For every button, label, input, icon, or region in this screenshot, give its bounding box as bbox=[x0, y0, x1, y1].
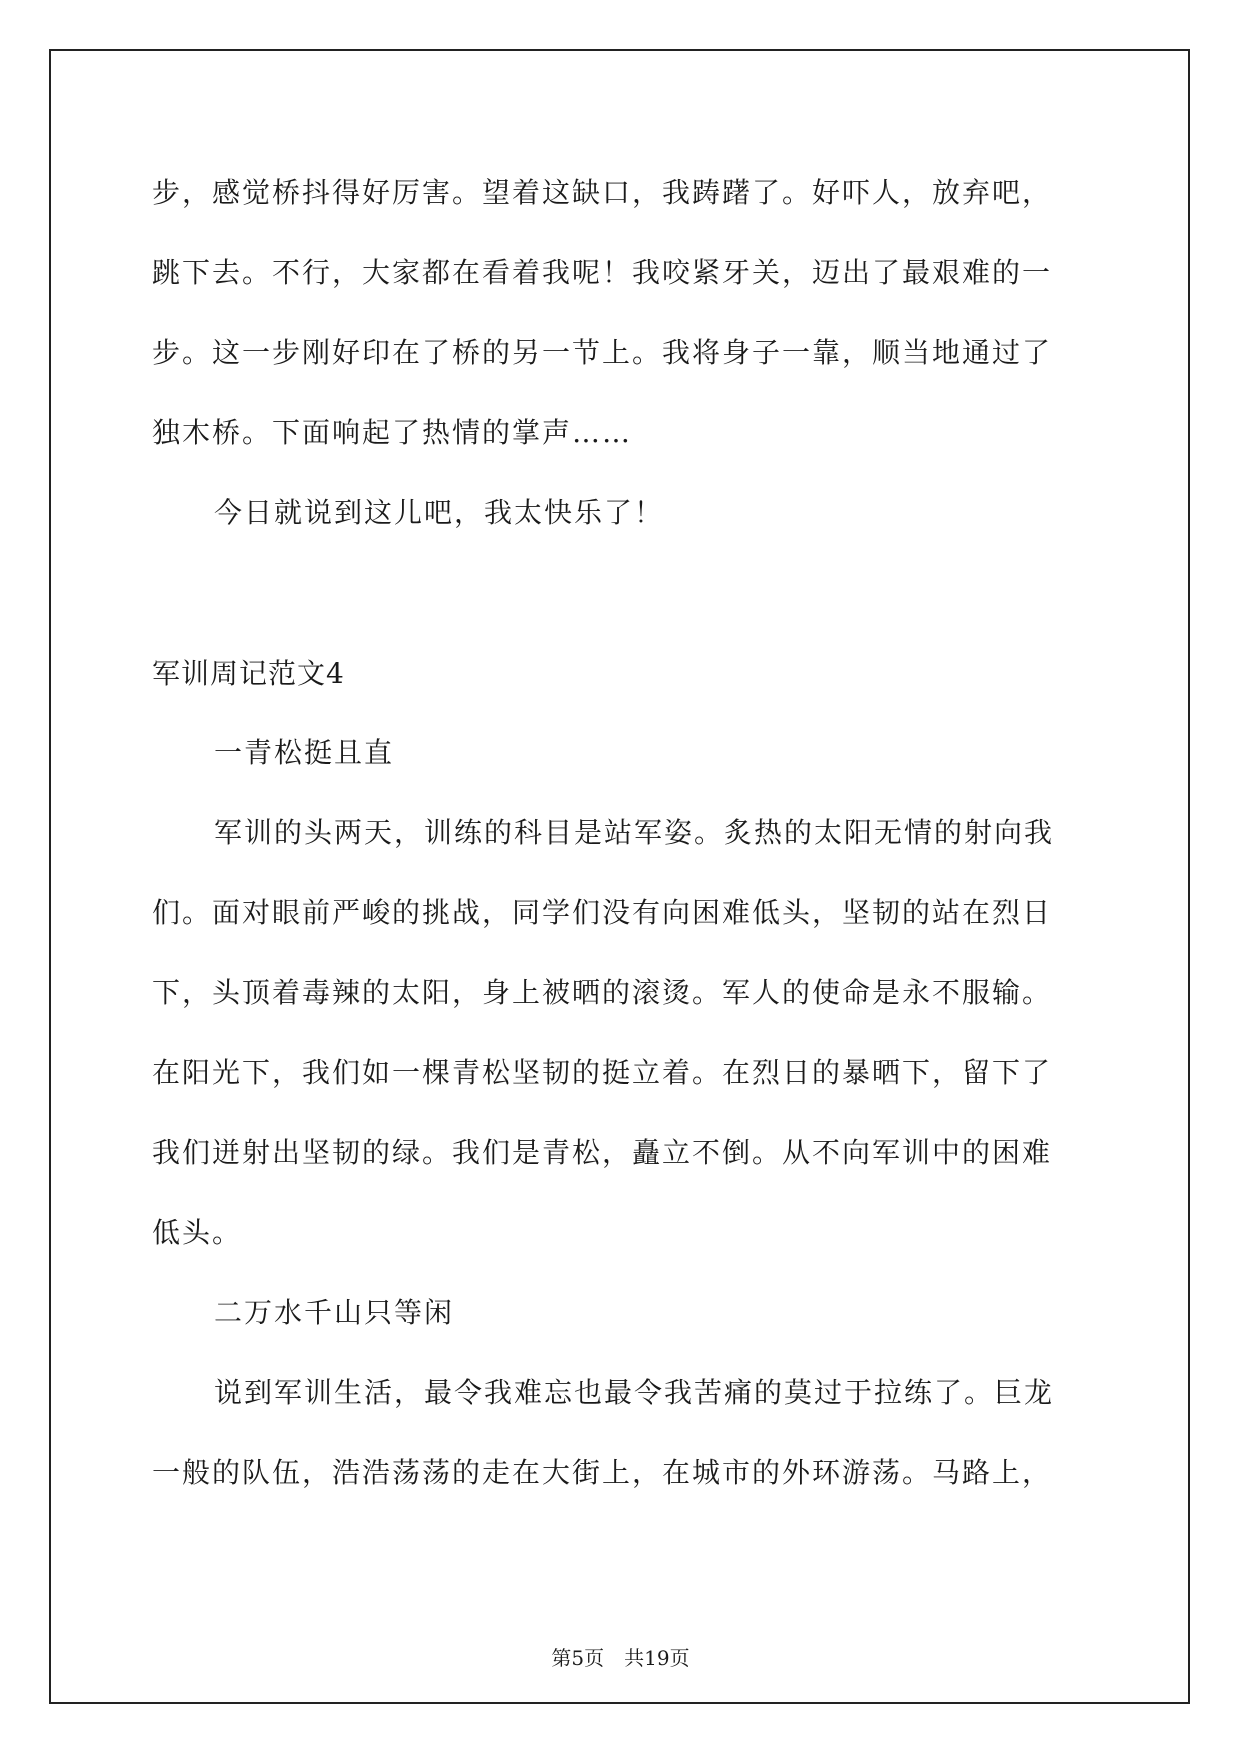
text-line: 步。这一步刚好印在了桥的另一节上。我将身子一靠，顺当地通过了 bbox=[152, 336, 1053, 369]
text-line: 在阳光下，我们如一棵青松坚韧的挺立着。在烈日的暴晒下，留下了 bbox=[152, 1056, 1053, 1089]
text-line: 我们迸射出坚韧的绿。我们是青松，矗立不倒。从不向军训中的困难 bbox=[152, 1136, 1053, 1169]
paragraph-4 bbox=[152, 1353, 1092, 1513]
text-line: 今日就说到这儿吧，我太快乐了！ bbox=[214, 496, 665, 529]
section-title: 军训周记范文4 bbox=[152, 657, 345, 690]
paragraph-3 bbox=[152, 793, 1092, 1273]
text-line: 一般的队伍，浩浩荡荡的走在大街上，在城市的外环游荡。马路上， bbox=[152, 1456, 1053, 1489]
paragraph-2 bbox=[152, 473, 1092, 553]
text-line: 独木桥。下面响起了热情的掌声…… bbox=[152, 416, 633, 449]
text-line: 跳下去。不行，大家都在看着我呢！我咬紧牙关，迈出了最艰难的一 bbox=[152, 256, 1053, 289]
paragraph-1 bbox=[152, 153, 1092, 473]
subheading-text: 二万水千山只等闲 bbox=[214, 1296, 455, 1329]
text-line: 们。面对眼前严峻的挑战，同学们没有向困难低头，坚韧的站在烈日 bbox=[152, 896, 1053, 929]
text-line: 军训的头两天，训练的科目是站军姿。炙热的太阳无情的射向我 bbox=[214, 816, 1055, 849]
subheading-1 bbox=[152, 713, 1092, 793]
text-line: 低头。 bbox=[152, 1216, 243, 1249]
page-number-footer: 第5页 共19页 bbox=[551, 1646, 690, 1670]
subheading-text: 一青松挺且直 bbox=[214, 736, 395, 769]
text-line: 下，头顶着毒辣的太阳，身上被晒的滚烫。军人的使命是永不服输。 bbox=[152, 976, 1053, 1009]
subheading-2 bbox=[152, 1273, 1092, 1353]
text-line: 步，感觉桥抖得好厉害。望着这缺口，我踌躇了。好吓人，放弃吧， bbox=[152, 176, 1053, 209]
text-line: 说到军训生活，最令我难忘也最令我苦痛的莫过于拉练了。巨龙 bbox=[214, 1376, 1055, 1409]
